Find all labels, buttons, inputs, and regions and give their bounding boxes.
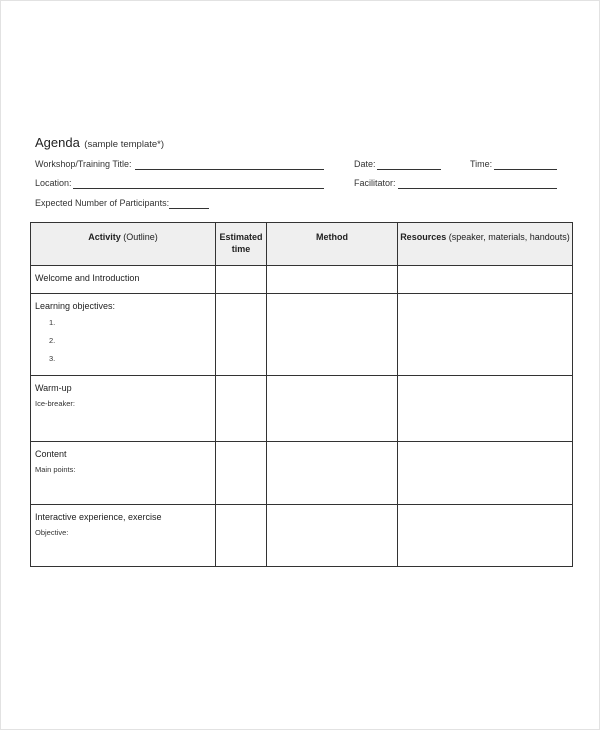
activity-cell[interactable] [31, 376, 216, 442]
activity-cell[interactable] [31, 505, 216, 567]
time-field [470, 159, 492, 169]
activity-subtitle: Objective: [35, 528, 69, 537]
method-cell[interactable] [267, 505, 398, 567]
list-item: 3. [49, 354, 56, 363]
estimated-time-cell[interactable] [216, 266, 267, 294]
facilitator-field [354, 178, 396, 188]
table-header-row [31, 223, 573, 266]
page-title: Agenda [35, 135, 80, 150]
header-estimated-time: Estimated time [216, 223, 267, 266]
location-field [35, 178, 72, 188]
list-item: 2. [49, 336, 56, 345]
header-method: Method [267, 223, 398, 266]
estimated-time-cell[interactable] [216, 294, 267, 376]
resources-cell[interactable] [398, 442, 573, 505]
table-row [31, 505, 573, 567]
expected-participants-label: Expected Number of Participants: [35, 198, 170, 208]
activity-title: Warm-up [35, 383, 72, 393]
list-item: 1. [49, 318, 56, 327]
location-label: Location: [35, 178, 72, 188]
resources-cell[interactable] [398, 505, 573, 567]
resources-cell[interactable] [398, 294, 573, 376]
activity-cell[interactable] [31, 294, 216, 376]
table-row [31, 266, 573, 294]
resources-cell[interactable] [398, 266, 573, 294]
activity-cell[interactable] [31, 266, 216, 294]
table-row [31, 376, 573, 442]
workshop-title-label: Workshop/Training Title: [35, 159, 132, 169]
objectives-list [31, 316, 215, 370]
agenda-table [30, 222, 573, 567]
activity-title: Interactive experience, exercise [35, 512, 162, 522]
estimated-time-cell[interactable] [216, 505, 267, 567]
header-activity: Activity (Outline) [31, 223, 216, 266]
workshop-title-field [35, 159, 132, 169]
header-resources: Resources (speaker, materials, handouts) [398, 223, 573, 266]
table-row [31, 442, 573, 505]
method-cell[interactable] [267, 442, 398, 505]
activity-title: Welcome and Introduction [35, 273, 140, 283]
page-subtitle: (sample template*) [84, 139, 165, 150]
resources-cell[interactable] [398, 376, 573, 442]
agenda-title [35, 134, 164, 152]
table-row [31, 294, 573, 376]
method-cell[interactable] [267, 266, 398, 294]
estimated-time-cell[interactable] [216, 376, 267, 442]
date-field [354, 159, 376, 169]
method-cell[interactable] [267, 294, 398, 376]
activity-cell[interactable] [31, 442, 216, 505]
date-label: Date: [354, 159, 376, 169]
activity-subtitle: Ice-breaker: [35, 399, 76, 408]
activity-title: Content [35, 449, 67, 459]
estimated-time-cell[interactable] [216, 442, 267, 505]
activity-title: Learning objectives: [35, 301, 116, 311]
expected-participants-field [35, 198, 169, 208]
time-label: Time: [470, 159, 493, 169]
method-cell[interactable] [267, 376, 398, 442]
activity-subtitle: Main points: [35, 465, 76, 474]
facilitator-label: Facilitator: [354, 178, 396, 188]
